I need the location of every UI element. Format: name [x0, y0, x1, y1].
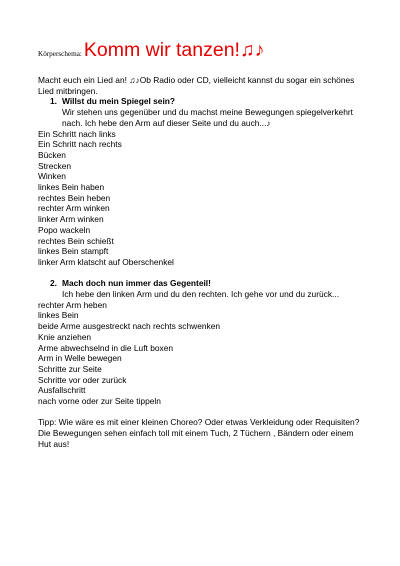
move-item: rechtes Bein schießt — [38, 235, 114, 246]
move-item: Arme abwechselnd in die Luft boxen — [38, 342, 174, 353]
spacer — [38, 268, 368, 279]
section-2-moves-list — [38, 300, 368, 407]
move-item: Knie anziehen — [38, 331, 92, 342]
intro-paragraph: Macht euch ein Lied an! ♫♪Ob Radio oder CD, vielleicht kannst du sogar ein schönes Lied mitbringen. — [38, 75, 355, 96]
section-2 — [38, 278, 368, 299]
move-item: rechtes Bein heben — [38, 192, 111, 203]
move-item: rechter Arm heben — [38, 299, 107, 310]
topic-label: Körperschema: — [38, 50, 82, 58]
move-item: linkes Bein haben — [38, 182, 105, 193]
move-item: nach vorne oder zur Seite tippeln — [38, 396, 161, 407]
section-2-title: Mach doch nun immer das Gegenteil! — [62, 278, 211, 289]
move-item: Ein Schritt nach links — [38, 128, 116, 139]
move-item: Schritte vor oder zurück — [38, 374, 127, 385]
move-item: linker Arm winken — [38, 214, 104, 225]
move-item: linkes Bein — [38, 310, 79, 321]
page-title: Komm wir tanzen!♫♪ — [83, 39, 265, 61]
move-item: Winken — [38, 171, 66, 182]
move-item: Ausfallschritt — [38, 385, 86, 396]
move-item: Ein Schritt nach rechts — [38, 139, 122, 150]
spacer — [38, 407, 368, 418]
section-1 — [38, 96, 368, 128]
move-item: Strecken — [38, 160, 72, 171]
header — [38, 40, 264, 60]
tip-paragraph: Tipp: Wie wäre es mit einer kleinen Choreo? Oder etwas Verkleidung oder Requisiten? Die Bewegungen sehen einfach toll mit einem Tuch, 2 Tüchern , Bändern oder einem Hut aus! — [38, 417, 360, 449]
section-2-heading — [50, 278, 368, 289]
section-1-title: Willst du mein Spiegel sein? — [62, 96, 176, 107]
move-item: rechter Arm winken — [38, 203, 110, 214]
move-item: Bücken — [38, 149, 66, 160]
move-item: Popo wackeln — [38, 224, 91, 235]
move-item: Schritte zur Seite — [38, 363, 102, 374]
section-2-number: 2. — [50, 278, 57, 289]
worksheet-content — [38, 75, 368, 450]
section-2-text: Ich hebe den linken Arm und du den rechten. Ich gehe vor und du zurück... — [62, 289, 340, 300]
section-1-number: 1. — [50, 96, 57, 107]
section-1-text: Wir stehen uns gegenüber und du machst meine Bewegungen spiegelverkehrt nach. Ich hebe den Arm auf dieser Seite und du auch...♪ — [62, 107, 353, 128]
section-1-heading — [50, 96, 368, 107]
move-item: linker Arm klatscht auf Oberschenkel — [38, 256, 174, 267]
move-item: linkes Bein stampft — [38, 246, 109, 257]
move-item: Arm in Welle bewegen — [38, 353, 122, 364]
move-item: beide Arme ausgestreckt nach rechts schwenken — [38, 321, 221, 332]
section-1-moves-list — [38, 129, 368, 268]
